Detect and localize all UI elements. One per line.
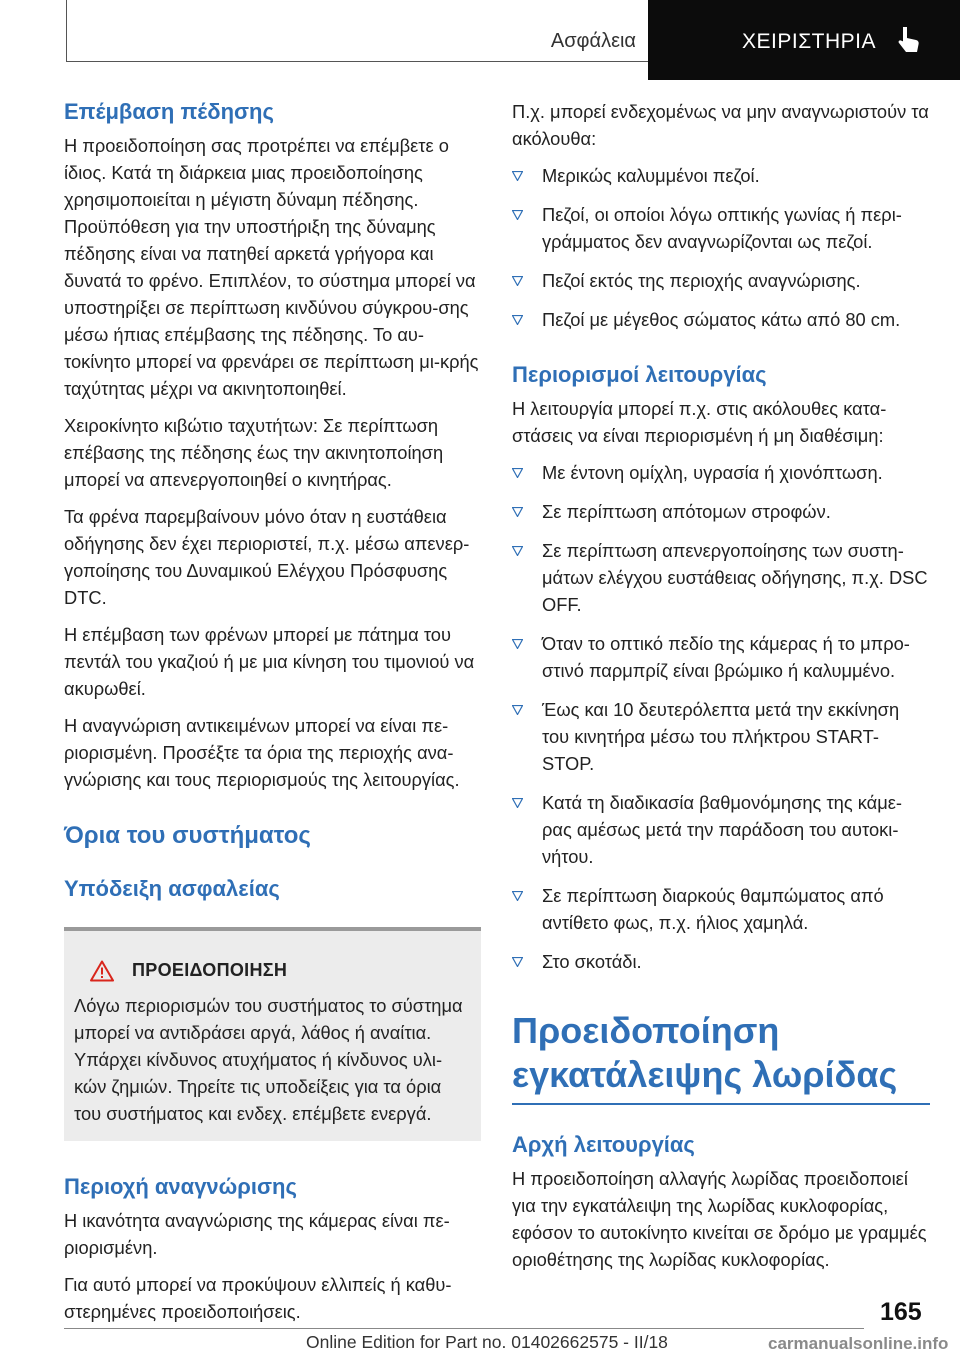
triangle-bullet-icon [512,546,523,556]
paragraph: Τα φρένα παρεμβαίνουν μόνο όταν η ευστάθεια οδήγησης δεν έχει περιοριστεί, π.χ. μέσω απενερ-γοποίησης του Δυναμικού Ελέγχου Πρόσφυσης DTC. [64,506,470,608]
list-item: Όταν το οπτικό πεδίο της κάμερας ή το μπρο-στινό παρμπρίζ είναι βρώμικο ή καλυμμένο. [512,630,930,684]
triangle-bullet-icon [512,276,523,286]
triangle-bullet-icon [512,210,523,220]
section-title: Ασφάλεια [550,30,636,52]
list-item: Πεζοί εκτός της περιοχής αναγνώρισης. [512,267,930,294]
page-number: 165 [880,1298,922,1326]
right-column [512,98,930,1283]
header-bottom-rule [66,61,648,62]
chapter-tab[interactable] [648,0,960,80]
paragraph: Η ικανότητα αναγνώρισης της κάμερας είναι πε-ριορισμένη. [64,1210,450,1258]
paragraph: Π.χ. μπορεί ενδεχομένως να μην αναγνωριστούν τα ακόλουθα: [512,101,929,149]
triangle-bullet-icon [512,798,523,808]
list-item: Στο σκοτάδι. [512,948,930,975]
paragraph: Η λειτουργία μπορεί π.χ. στις ακόλουθες κατα-στάσεις να είναι περιορισμένη ή μη διαθέσιμη: [512,398,887,446]
warning-title: ΠΡΟΕΙΔΟΠΟΙΗΣΗ [132,960,288,980]
left-column [64,98,481,1335]
list-item: Με έντονη ομίχλη, υγρασία ή χιονόπτωση. [512,459,930,486]
paragraph: Η επέμβαση των φρένων μπορεί με πάτημα του πεντάλ του γκαζιού ή με μια κίνηση του τιμονιού να ακυρωθεί. [64,624,475,699]
list-item: Πεζοί με μέγεθος σώματος κάτω από 80 cm. [512,306,930,333]
warning-header [74,957,467,984]
paragraph: Η αναγνώριση αντικειμένων μπορεί να είναι πε-ριορισμένη. Προσέξτε τα όρια της περιοχής ανα-γνώρισης και τους περιορισμούς της λειτουργίας. [64,715,460,790]
warning-box [64,927,481,1141]
triangle-bullet-icon [512,957,523,967]
paragraph: Η προειδοποίηση σας προτρέπει να επέμβετε ο ίδιος. Κατά τη διάρκεια μιας προειδοποίησης χρησιμοποιείται η μέγιστη δύναμη πέδησης. Προϋπόθεση για την υποστήριξη της δύναμης πέδησης είναι να πατηθεί αρκετά γρήγορα και δυνατά το φρένο. Επιπλέον, το σύστημα μπορεί να υποστηρίξει σε περίπτωση κινδύνου σύγκρου-σης μέσω ήπιας επέμβασης της πέδησης. Το αυ-τοκίνητο μπορεί να φρενάρει σε περίπτωση μι-κρής ταχύτητας μέχρι να ακινητοποιηθεί. [64,135,479,399]
pointing-hand-icon [894,24,924,54]
list-item: Σε περίπτωση διαρκούς θαμπώματος από αντίθετο φως, π.χ. ήλιος χαμηλά. [512,882,930,936]
footer-rule [64,1328,864,1329]
heading-brake-intervention: Επέμβαση πέδησης [64,99,274,124]
paragraph: Η προειδοποίηση αλλαγής λωρίδας προειδοποιεί για την εγκατάλειψη της λωρίδας κυκλοφορίας, εφόσον το αυτοκίνητο κινείται σε δρόμο με γραμμές οριοθέτησης της λωρίδας κυκλοφορίας. [512,1168,927,1270]
heading-function-limits: Περιορισμοί λειτουργίας [512,362,767,387]
watermark: carmanualsonline.info [768,1334,949,1353]
paragraph: Για αυτό μπορεί να προκύψουν ελλιπείς ή καθυ-στερημένες προειδοποιήσεις. [64,1274,452,1322]
list-item: Σε περίπτωση απότομων στροφών. [512,498,930,525]
heading-rule [512,1103,930,1105]
paragraph: Χειροκίνητο κιβώτιο ταχυτήτων: Σε περίπτωση επέβασης της πέδησης έως την ακινητοποίηση μπορεί να απενεργοποιηθεί ο κινητήρας. [64,415,444,490]
triangle-bullet-icon [512,705,523,715]
list-item: Μερικώς καλυμμένοι πεζοί. [512,162,930,189]
triangle-bullet-icon [512,639,523,649]
heading-lane-departure-warning: Προειδοποίηση εγκατάλειψης λωρίδας [512,1010,898,1095]
triangle-bullet-icon [512,891,523,901]
triangle-bullet-icon [512,507,523,517]
list-item: Πεζοί, οι οποίοι λόγω οπτικής γωνίας ή περι-γράμματος δεν αναγνωρίζονται ως πεζοί. [512,201,930,255]
warning-text: Λόγω περιορισμών του συστήματος το σύστημα μπορεί να αντιδράσει αργά, λάθος ή αναίτια. Υπάρχει κίνδυνος ατυχήματος ή κίνδυνος υλι-κών ζημιών. Τηρείτε τις υποδείξεις για τα όρια του συστήματος και ενδεχ. επέμβετε ενεργά. [74,995,463,1124]
limits-list [512,459,930,975]
heading-system-limits: Όρια του συστήματος [64,822,311,849]
undetected-list [512,162,930,333]
triangle-bullet-icon [512,315,523,325]
list-item: Έως και 10 δευτερόλεπτα μετά την εκκίνηση του κινητήρα μέσω του πλήκτρου START-STOP. [512,696,930,777]
warning-triangle-icon [90,960,114,982]
list-item: Σε περίπτωση απενεργοποίησης των συστη-μάτων ελέγχου ευστάθειας οδήγησης, π.χ. DSC OFF. [512,537,930,618]
warning-top-bar [64,927,481,931]
triangle-bullet-icon [512,171,523,181]
footer-edition: Online Edition for Part no. 01402662575 - II/18 [306,1332,668,1352]
heading-detection-range: Περιοχή αναγνώρισης [64,1174,297,1199]
heading-safety-note: Υπόδειξη ασφαλείας [64,876,280,901]
list-item: Κατά τη διαδικασία βαθμονόμησης της κάμε-ρας αμέσως μετά την παράδοση του αυτοκι-νήτου. [512,789,930,870]
chapter-tab-label: ΧΕΙΡΙΣΤΗΡΙΑ [742,30,877,53]
triangle-bullet-icon [512,468,523,478]
heading-principle: Αρχή λειτουργίας [512,1132,695,1157]
